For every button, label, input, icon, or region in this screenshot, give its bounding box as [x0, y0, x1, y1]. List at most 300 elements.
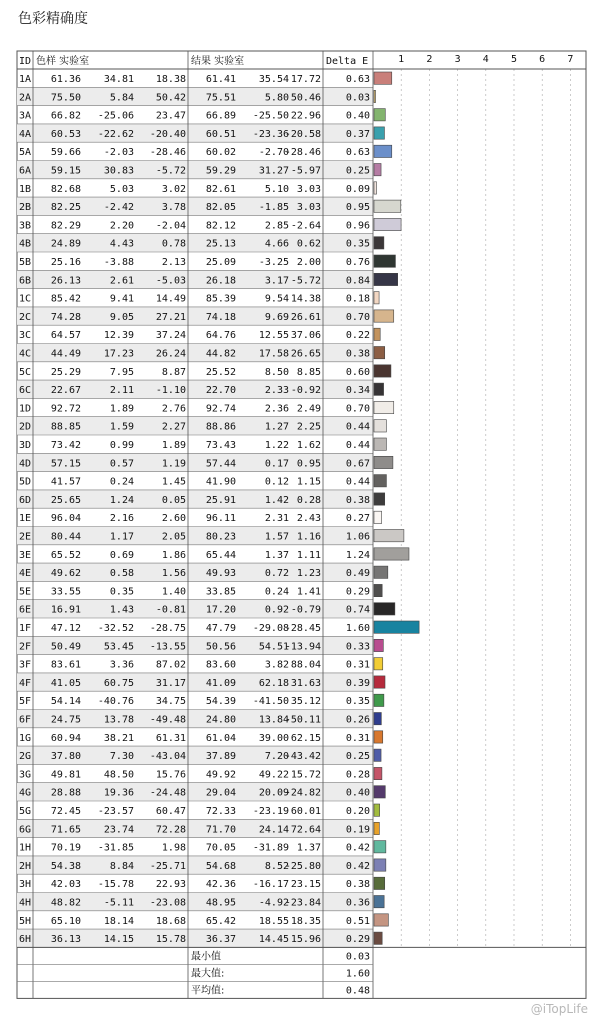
cell-result: 33.85 [205, 586, 236, 598]
delta-bar [374, 676, 385, 688]
delta-bar [374, 145, 392, 157]
cell-delta: 0.28 [345, 769, 370, 781]
summary-value: 0.03 [345, 951, 370, 963]
cell-result: -5.72 [290, 275, 321, 287]
cell-delta: 0.42 [345, 842, 370, 854]
cell-sample: 65.52 [50, 549, 81, 561]
cell-sample: 26.13 [50, 275, 81, 287]
axis-tick-label: 3 [454, 54, 461, 65]
cell-sample: 50.42 [155, 92, 186, 104]
cell-delta: 0.74 [345, 604, 370, 616]
cell-sample: -24.48 [149, 787, 186, 799]
cell-result: 41.90 [205, 476, 236, 488]
cell-result: 41.09 [205, 677, 236, 689]
cell-result: 4.66 [264, 238, 289, 250]
cell-result: 25.09 [205, 257, 236, 268]
cell-result: 37.89 [205, 751, 236, 763]
cell-sample: 75.50 [50, 92, 81, 104]
cell-sample: 18.38 [155, 74, 186, 85]
cell-delta: 0.36 [345, 897, 370, 909]
cell-sample: 12.39 [103, 330, 134, 342]
cell-result: -2.70 [258, 147, 289, 159]
cell-result: 3.82 [264, 659, 289, 671]
cell-sample: 49.81 [50, 769, 81, 781]
cell-result: 2.43 [296, 513, 321, 525]
cell-sample: 37.24 [155, 330, 186, 342]
cell-result: 0.95 [296, 458, 321, 470]
cell-result: 25.13 [205, 238, 236, 250]
cell-result: 8.50 [264, 366, 289, 378]
cell-sample: 19.36 [103, 787, 134, 799]
cell-result: 12.55 [258, 330, 289, 342]
cell-id: 3C [19, 330, 32, 342]
cell-sample: 3.78 [161, 202, 186, 214]
cell-sample: 30.83 [103, 165, 134, 177]
cell-sample: 2.20 [109, 220, 134, 232]
delta-bar [374, 310, 394, 322]
cell-delta: 0.40 [345, 787, 370, 799]
cell-result: -5.97 [290, 165, 321, 177]
cell-delta: 0.34 [345, 385, 370, 397]
cell-delta: 0.51 [345, 915, 370, 927]
cell-result: 70.05 [205, 842, 236, 854]
cell-result: 39.00 [258, 732, 289, 744]
cell-id: 2C [19, 311, 32, 323]
cell-result: 82.05 [205, 202, 236, 214]
delta-bar [374, 767, 382, 779]
delta-bar [374, 200, 401, 212]
cell-result: 50.46 [290, 92, 321, 104]
cell-id: 2D [19, 421, 32, 433]
cell-sample: 42.03 [50, 879, 81, 891]
cell-result: 26.61 [290, 311, 321, 323]
cell-id: 3A [19, 110, 32, 122]
cell-sample: -22.62 [97, 128, 134, 140]
cell-result: 64.76 [205, 330, 236, 342]
cell-result: -24.82 [284, 787, 321, 799]
cell-id: 4E [19, 568, 32, 580]
cell-delta: 1.24 [345, 549, 370, 561]
cell-sample: 66.82 [50, 110, 81, 122]
cell-delta: 1.60 [345, 623, 370, 634]
cell-delta: 0.38 [345, 348, 370, 360]
cell-result: 3.03 [296, 183, 321, 195]
cell-result: 65.44 [205, 549, 236, 561]
cell-result: 0.12 [264, 476, 289, 488]
cell-result: 5.80 [264, 92, 289, 104]
cell-sample: 24.75 [50, 714, 81, 726]
delta-bar [374, 328, 380, 340]
cell-result: 17.58 [258, 348, 289, 360]
cell-id: 4B [19, 238, 32, 250]
cell-sample: 34.81 [103, 74, 134, 85]
delta-bar [374, 859, 386, 871]
cell-delta: 0.67 [345, 458, 370, 470]
cell-result: 29.04 [205, 787, 236, 799]
cell-result: 8.85 [296, 366, 321, 378]
cell-delta: 0.27 [345, 513, 370, 525]
cell-result: 1.22 [264, 440, 289, 451]
cell-id: 6C [19, 385, 32, 397]
cell-result: -28.45 [284, 623, 321, 634]
cell-sample: 64.57 [50, 330, 81, 342]
delta-bar [374, 292, 379, 304]
cell-sample: 1.45 [161, 476, 186, 488]
delta-bar [374, 365, 391, 377]
summary-label: 平均值: [191, 985, 225, 997]
cell-result: 17.20 [205, 604, 236, 616]
cell-result: 8.52 [264, 860, 289, 872]
delta-bar [374, 932, 382, 944]
cell-result: 9.69 [264, 311, 289, 323]
cell-sample: 2.76 [161, 403, 186, 415]
cell-delta: 0.09 [345, 183, 370, 195]
cell-result: 35.12 [290, 696, 321, 708]
header-delta: Delta E [326, 56, 369, 67]
cell-result: -23.19 [252, 806, 289, 817]
cell-sample: 23.74 [103, 824, 134, 836]
cell-sample: -2.42 [103, 202, 134, 214]
cell-result: 3.17 [264, 275, 289, 287]
cell-delta: 0.35 [345, 696, 370, 708]
cell-id: 5B [19, 257, 32, 268]
cell-result: 50.56 [205, 641, 236, 653]
cell-result: 2.31 [264, 513, 289, 525]
cell-delta: 0.37 [345, 128, 370, 140]
cell-sample: -23.57 [97, 806, 134, 817]
cell-result: 1.23 [296, 568, 321, 580]
cell-id: 2G [19, 751, 32, 763]
cell-id: 4F [19, 677, 32, 689]
cell-sample: 82.29 [50, 220, 81, 232]
cell-result: 0.92 [264, 604, 289, 616]
cell-id: 3E [19, 549, 32, 561]
delta-bar [374, 786, 385, 798]
cell-result: 61.04 [205, 732, 236, 744]
delta-bar [374, 566, 388, 578]
delta-bar [374, 438, 386, 450]
cell-sample: -5.72 [155, 165, 186, 177]
cell-sample: 44.49 [50, 348, 81, 360]
cell-sample: 96.04 [50, 513, 81, 525]
cell-sample: 25.29 [50, 366, 81, 378]
delta-bar [374, 896, 384, 908]
cell-result: 60.02 [205, 147, 236, 159]
delta-bar [374, 383, 384, 395]
cell-result: 1.27 [264, 421, 289, 433]
cell-sample: 53.45 [103, 641, 134, 653]
cell-result: 1.11 [296, 549, 321, 561]
cell-sample: 1.56 [161, 568, 186, 580]
cell-result: 15.72 [290, 769, 321, 781]
cell-sample: 70.19 [50, 842, 81, 854]
cell-result: 42.36 [205, 879, 236, 891]
cell-id: 4H [19, 897, 32, 909]
cell-result: 60.51 [205, 128, 236, 140]
cell-id: 6F [19, 714, 32, 726]
cell-result: 25.52 [205, 366, 236, 378]
cell-delta: 0.76 [345, 257, 370, 268]
cell-sample: 4.43 [109, 238, 134, 250]
cell-sample: 85.42 [50, 293, 81, 305]
cell-result: -23.36 [252, 128, 289, 140]
cell-sample: 73.42 [50, 440, 81, 451]
cell-delta: 0.96 [345, 220, 370, 232]
cell-result: 65.42 [205, 915, 236, 927]
header-sample: 色样 实验室 [36, 56, 90, 67]
summary-label: 最大值: [191, 968, 225, 980]
cell-result: 57.44 [205, 458, 236, 470]
cell-sample: 15.78 [155, 934, 186, 946]
cell-result: -25.80 [284, 860, 321, 872]
cell-sample: 2.05 [161, 531, 186, 543]
cell-result: -28.46 [284, 147, 321, 159]
cell-result: 25.91 [205, 494, 236, 506]
cell-delta: 0.19 [345, 824, 370, 836]
cell-sample: 5.03 [109, 183, 134, 195]
cell-result: 24.14 [258, 824, 289, 836]
cell-delta: 0.60 [345, 366, 370, 378]
cell-delta: 0.33 [345, 641, 370, 653]
cell-sample: -23.08 [149, 897, 186, 909]
cell-result: 92.74 [205, 403, 236, 415]
cell-id: 1E [19, 513, 32, 525]
cell-sample: -2.03 [103, 147, 134, 159]
cell-delta: 0.03 [345, 92, 370, 104]
cell-result: 2.00 [296, 257, 321, 268]
delta-bar [374, 603, 395, 615]
cell-id: 5G [19, 806, 32, 817]
cell-sample: -25.71 [149, 860, 186, 872]
cell-sample: 82.25 [50, 202, 81, 214]
watermark: @iTopLife [530, 1002, 588, 1016]
cell-delta: 0.22 [345, 330, 370, 342]
cell-result: 2.36 [264, 403, 289, 415]
delta-bar [374, 804, 380, 816]
cell-sample: 3.36 [109, 659, 134, 671]
axis-tick-label: 5 [510, 54, 518, 65]
cell-id: 2F [19, 641, 32, 653]
cell-sample: 1.59 [109, 421, 134, 433]
cell-id: 6A [19, 165, 32, 177]
cell-sample: 1.40 [161, 586, 186, 598]
delta-bar [374, 420, 386, 432]
cell-result: -50.11 [284, 714, 321, 726]
cell-result: 18.35 [290, 915, 321, 927]
axis-tick-label: 7 [567, 54, 574, 65]
cell-result: 14.38 [290, 293, 321, 305]
cell-result: 9.54 [264, 293, 289, 305]
cell-sample: 18.68 [155, 915, 186, 927]
cell-sample: 47.12 [50, 623, 81, 634]
cell-sample: 34.75 [155, 696, 186, 708]
cell-result: 2.33 [264, 385, 289, 397]
cell-delta: 0.44 [345, 421, 370, 433]
cell-result: 1.57 [264, 531, 289, 543]
cell-sample: 0.78 [161, 238, 186, 250]
cell-result: -16.17 [252, 879, 289, 891]
cell-result: -31.89 [252, 842, 289, 854]
cell-delta: 0.31 [345, 659, 370, 671]
cell-delta: 0.63 [345, 74, 370, 85]
cell-sample: 74.28 [50, 311, 81, 323]
cell-delta: 0.20 [345, 806, 370, 817]
cell-sample: -3.88 [103, 257, 134, 268]
delta-bar [374, 548, 409, 560]
cell-sample: 2.61 [109, 275, 134, 287]
cell-result: -4.92 [258, 897, 289, 909]
summary-label: 最小值 [191, 951, 221, 963]
cell-sample: 18.14 [103, 915, 134, 927]
cell-result: 0.24 [264, 586, 289, 598]
summary-value: 1.60 [345, 968, 370, 980]
cell-result: 54.51 [258, 641, 289, 653]
cell-result: 5.10 [264, 183, 289, 195]
delta-bar [374, 401, 394, 413]
cell-id: 6B [19, 275, 32, 287]
cell-sample: 7.30 [109, 751, 134, 763]
cell-result: 1.15 [296, 476, 321, 488]
cell-result: 83.60 [205, 659, 236, 671]
delta-bar [374, 90, 376, 102]
cell-result: 26.18 [205, 275, 236, 287]
delta-bar [374, 255, 395, 267]
cell-delta: 0.63 [345, 147, 370, 159]
header-id: ID [19, 56, 32, 67]
cell-sample: 14.15 [103, 934, 134, 946]
axis-tick-label: 1 [398, 54, 405, 65]
cell-sample: 1.24 [109, 494, 134, 506]
cell-result: 2.85 [264, 220, 289, 232]
cell-result: 23.15 [290, 879, 321, 891]
cell-id: 4G [19, 787, 32, 799]
cell-result: 17.72 [290, 74, 321, 85]
cell-id: 1G [19, 732, 32, 744]
cell-delta: 0.70 [345, 311, 370, 323]
delta-bar [374, 493, 385, 505]
cell-result: 62.15 [290, 732, 321, 744]
cell-sample: 0.05 [161, 494, 186, 506]
cell-sample: 57.15 [50, 458, 81, 470]
cell-sample: 23.47 [155, 110, 186, 122]
axis-tick-label: 2 [426, 54, 433, 65]
cell-delta: 1.06 [345, 531, 370, 543]
cell-sample: 48.50 [103, 769, 134, 781]
cell-id: 5D [19, 476, 32, 488]
cell-id: 4A [19, 128, 32, 140]
cell-sample: 5.84 [109, 92, 134, 104]
delta-bar [374, 511, 382, 523]
cell-result: 75.51 [205, 92, 236, 104]
cell-sample: 7.95 [109, 366, 134, 378]
cell-sample: 88.85 [50, 421, 81, 433]
cell-sample: 1.17 [109, 531, 134, 543]
cell-sample: 60.47 [155, 806, 186, 817]
cell-sample: 50.49 [50, 641, 81, 653]
cell-result: 2.25 [296, 421, 321, 433]
cell-id: 1F [19, 623, 32, 634]
cell-result: 26.65 [290, 348, 321, 360]
cell-sample: 9.41 [109, 293, 134, 305]
cell-id: 2B [19, 202, 32, 214]
cell-delta: 0.95 [345, 202, 370, 214]
cell-sample: 0.99 [109, 440, 134, 451]
cell-sample: -43.04 [149, 751, 186, 763]
delta-bar [374, 164, 381, 176]
cell-id: 4D [19, 458, 32, 470]
cell-sample: 17.23 [103, 348, 134, 360]
cell-id: 5A [19, 147, 32, 159]
cell-result: 49.93 [205, 568, 236, 580]
cell-result: 72.33 [205, 806, 236, 817]
cell-sample: 60.53 [50, 128, 81, 140]
cell-delta: 0.84 [345, 275, 370, 287]
cell-result: -0.92 [290, 385, 321, 397]
cell-result: 48.95 [205, 897, 236, 909]
cell-sample: 54.14 [50, 696, 81, 708]
delta-bar [374, 72, 392, 84]
axis-tick-label: 4 [482, 54, 489, 65]
cell-id: 5H [19, 915, 32, 927]
cell-result: -41.50 [252, 696, 289, 708]
cell-delta: 0.38 [345, 879, 370, 891]
cell-delta: 0.25 [345, 751, 370, 763]
cell-result: 62.18 [258, 677, 289, 689]
cell-sample: 0.69 [109, 549, 134, 561]
cell-sample: 28.88 [50, 787, 81, 799]
delta-bar [374, 877, 385, 889]
cell-sample: 27.21 [155, 311, 186, 323]
cell-sample: 24.89 [50, 238, 81, 250]
cell-sample: 59.66 [50, 147, 81, 159]
cell-result: 72.64 [290, 824, 321, 836]
cell-sample: -25.06 [97, 110, 134, 122]
delta-bar [374, 658, 383, 670]
cell-id: 1B [19, 183, 32, 195]
cell-sample: 48.82 [50, 897, 81, 909]
cell-result: 14.45 [258, 934, 289, 946]
delta-bar [374, 109, 385, 121]
cell-id: 6D [19, 494, 32, 506]
cell-sample: 22.93 [155, 879, 186, 891]
cell-sample: -49.48 [149, 714, 186, 726]
delta-bar [374, 621, 419, 633]
axis-tick-label: 6 [539, 54, 546, 65]
cell-sample: 49.62 [50, 568, 81, 580]
cell-sample: -5.03 [155, 275, 186, 287]
cell-id: 1D [19, 403, 32, 415]
cell-result: 88.86 [205, 421, 236, 433]
cell-result: -20.58 [284, 128, 321, 140]
cell-sample: 72.28 [155, 824, 186, 836]
delta-bar [374, 475, 386, 487]
cell-id: 5C [19, 366, 32, 378]
cell-result: -13.94 [284, 641, 321, 653]
cell-sample: 9.05 [109, 311, 134, 323]
cell-sample: 87.02 [155, 659, 186, 671]
cell-result: 1.16 [296, 531, 321, 543]
cell-sample: 60.94 [50, 732, 81, 744]
delta-bar [374, 584, 382, 596]
cell-result: -0.79 [290, 604, 321, 616]
cell-result: 3.03 [296, 202, 321, 214]
cell-id: 3D [19, 440, 32, 451]
cell-sample: -28.75 [149, 623, 186, 634]
cell-result: 2.49 [296, 403, 321, 415]
cell-result: -2.64 [290, 220, 321, 232]
cell-result: 37.06 [290, 330, 321, 342]
cell-sample: 1.89 [109, 403, 134, 415]
